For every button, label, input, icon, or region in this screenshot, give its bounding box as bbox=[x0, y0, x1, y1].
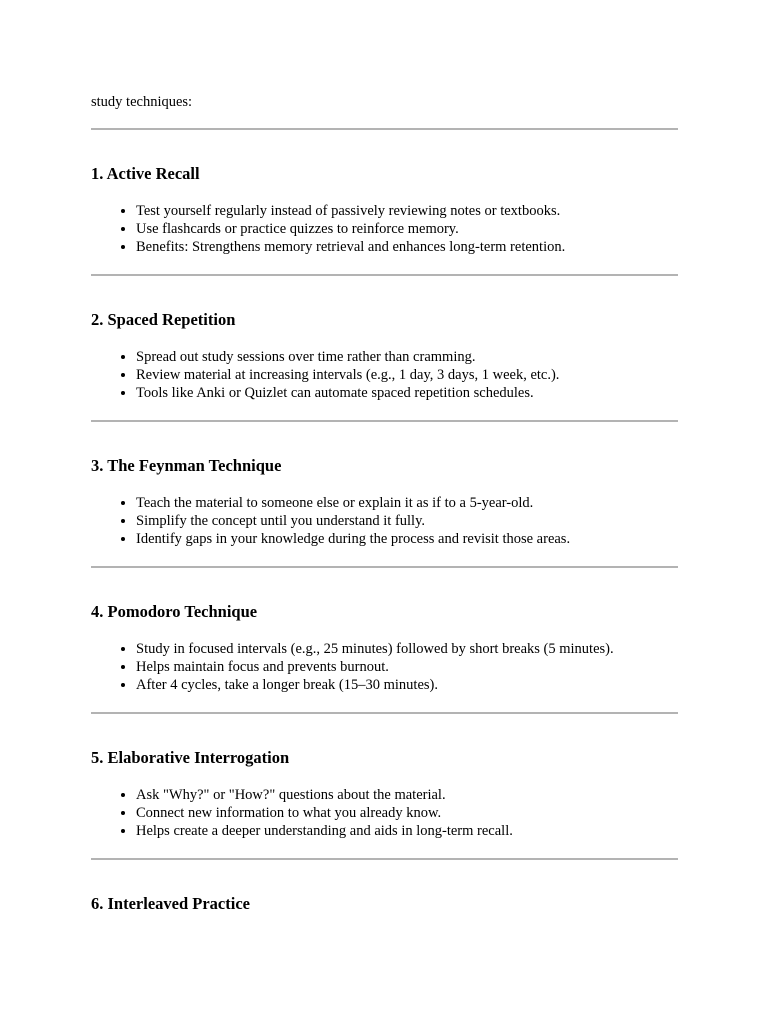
list-item: • Test yourself regularly instead of passively reviewing notes or textbooks. bbox=[136, 202, 678, 220]
section-pomodoro-technique bbox=[91, 568, 678, 712]
list-item: • After 4 cycles, take a longer break (15–30 minutes). bbox=[136, 676, 678, 694]
section-spaced-repetition bbox=[91, 276, 678, 420]
list-item: • Helps maintain focus and prevents burnout. bbox=[136, 658, 678, 676]
list-item: • Use flashcards or practice quizzes to reinforce memory. bbox=[136, 220, 678, 238]
document-page bbox=[91, 93, 678, 940]
bullet-list bbox=[91, 786, 678, 840]
bullet-list bbox=[91, 494, 678, 548]
list-item: • Ask "Why?" or "How?" questions about the material. bbox=[136, 786, 678, 804]
section-elaborative-interrogation bbox=[91, 714, 678, 858]
section-heading: 1. Active Recall bbox=[91, 164, 200, 183]
section-active-recall bbox=[91, 130, 678, 274]
section-heading: 5. Elaborative Interrogation bbox=[91, 748, 290, 767]
section-heading: 2. Spaced Repetition bbox=[91, 310, 236, 329]
list-item: • Helps create a deeper understanding and aids in long-term recall. bbox=[136, 822, 678, 840]
bullet-list bbox=[91, 348, 678, 402]
list-item: • Identify gaps in your knowledge during the process and revisit those areas. bbox=[136, 530, 678, 548]
bullet-list bbox=[91, 202, 678, 256]
list-item: • Study in focused intervals (e.g., 25 minutes) followed by short breaks (5 minutes). bbox=[136, 640, 678, 658]
list-item: • Spread out study sessions over time rather than cramming. bbox=[136, 348, 678, 366]
list-item: • Teach the material to someone else or explain it as if to a 5-year-old. bbox=[136, 494, 678, 512]
bullet-list bbox=[91, 640, 678, 694]
section-feynman-technique bbox=[91, 422, 678, 566]
section-heading: 3. The Feynman Technique bbox=[91, 456, 282, 475]
list-item: • Review material at increasing intervals (e.g., 1 day, 3 days, 1 week, etc.). bbox=[136, 366, 678, 384]
section-heading: 6. Interleaved Practice bbox=[91, 894, 250, 913]
list-item: • Simplify the concept until you understand it fully. bbox=[136, 512, 678, 530]
section-interleaved-practice bbox=[91, 860, 678, 940]
intro-text: study techniques: bbox=[91, 94, 193, 110]
section-heading: 4. Pomodoro Technique bbox=[91, 602, 258, 621]
list-item: • Tools like Anki or Quizlet can automate spaced repetition schedules. bbox=[136, 384, 678, 402]
list-item: • Connect new information to what you already know. bbox=[136, 804, 678, 822]
list-item: • Benefits: Strengthens memory retrieval and enhances long-term retention. bbox=[136, 238, 678, 256]
